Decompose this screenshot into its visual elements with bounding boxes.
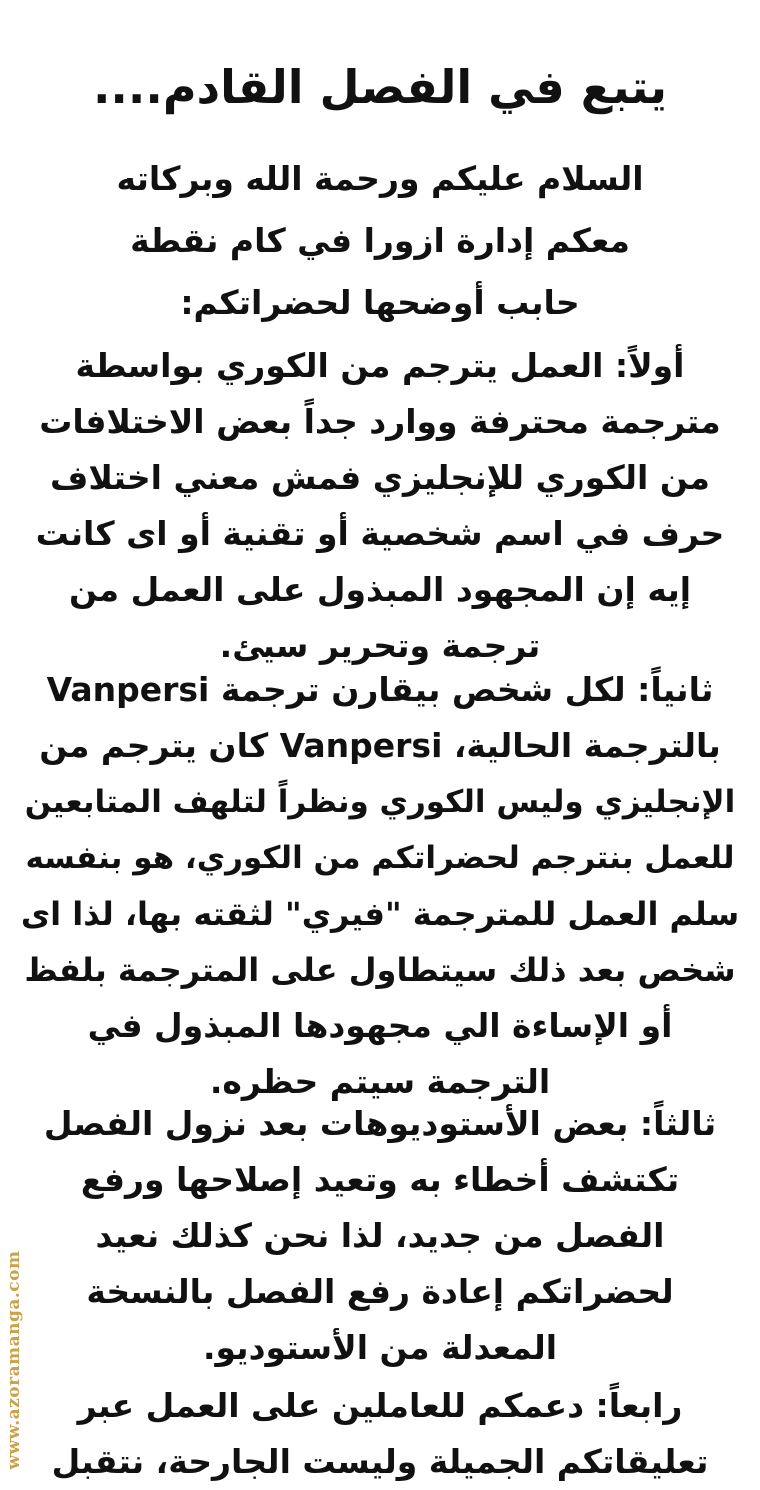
- point-second: [20, 662, 740, 1110]
- point-line: رابعاً: دعمكم للعاملين على العمل عبر: [77, 1386, 683, 1425]
- point-line: تكتشف أخطاء به وتعيد إصلاحها ورفع: [80, 1160, 680, 1199]
- point-line: تعليقاتكم الجميلة وليست الجارحة، نتقبل: [51, 1442, 709, 1481]
- point-line: حرف في اسم شخصية أو تقنية أو اى كانت: [35, 514, 725, 553]
- point-fourth: [20, 1378, 740, 1490]
- point-line: للعمل بنترجم لحضراتكم من الكوري، هو بنفسه: [25, 840, 735, 876]
- point-line: لحضراتكم إعادة رفع الفصل بالنسخة: [86, 1272, 674, 1311]
- point-line: بالترجمة الحالية، Vanpersi كان يترجم من: [39, 726, 721, 765]
- point-first: [20, 338, 740, 674]
- point-line: شخص بعد ذلك سيتطاول على المترجمة بلفظ: [24, 951, 736, 989]
- point-line: سلم العمل للمترجمة "فيري" لثقته بها، لذا اى: [20, 895, 740, 933]
- point-line: المعدلة من الأستوديو.: [202, 1328, 558, 1367]
- greeting-line: السلام عليكم ورحمة الله وبركاته: [116, 159, 644, 198]
- point-line: الفصل من جديد، لذا نحن كذلك نعيد: [95, 1216, 665, 1255]
- point-line: ترجمة وتحرير سيئ.: [219, 626, 541, 665]
- point-line: أو الإساءة الي مجهودها المبذول في: [87, 1006, 673, 1045]
- page-title: يتبع في الفصل القادم....: [92, 60, 668, 114]
- point-line: مترجمة محترفة ووارد جداً بعض الاختلافات: [39, 402, 721, 441]
- point-line: ثانياً: لكل شخص بيقارن ترجمة Vanpersi: [46, 670, 714, 709]
- point-line: من الكوري للإنجليزي فمش معني اختلاف: [50, 458, 710, 497]
- greeting-section: [20, 148, 740, 334]
- point-line: أولاً: العمل يترجم من الكوري بواسطة: [75, 346, 685, 385]
- point-line: ثالثاً: بعض الأستوديوهات بعد نزول الفصل: [43, 1104, 717, 1143]
- watermark-text: www.azoramanga.com: [4, 1250, 24, 1470]
- greeting-line: معكم إدارة ازورا في كام نقطة: [130, 221, 630, 260]
- point-third: [20, 1096, 740, 1376]
- site-watermark: [2, 1240, 26, 1480]
- point-line: إيه إن المجهود المبذول على العمل من: [68, 570, 692, 609]
- point-line: الإنجليزي وليس الكوري ونظراً لتلهف المتابعين: [24, 784, 736, 820]
- greeting-line: حابب أوضحها لحضراتكم:: [180, 283, 580, 322]
- point-line: الترجمة سيتم حظره.: [209, 1062, 551, 1101]
